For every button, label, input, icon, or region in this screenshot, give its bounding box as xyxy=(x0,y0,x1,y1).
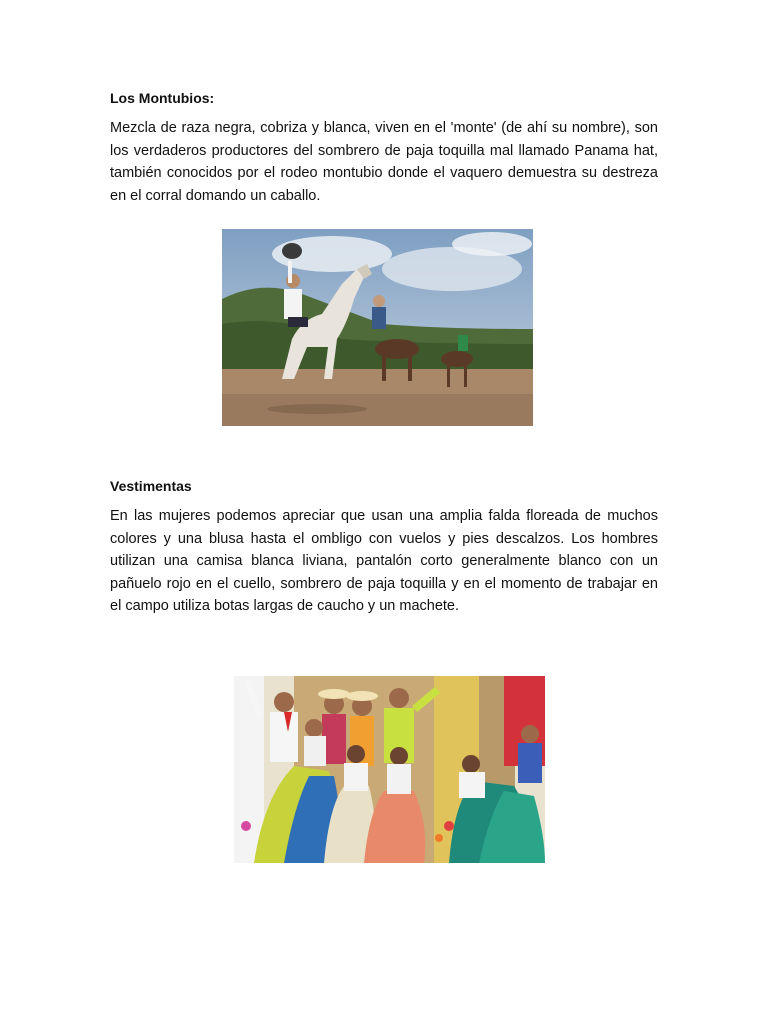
section-paragraph-vestimentas: En las mujeres podemos apreciar que usan una amplia falda floreada de muchos colores y una blusa hasta el ombligo con vuelos y pies descalzos. Los hombres utilizan una camisa blanca liviana, pantalón corto generalmente blanco con un pañuelo rojo en el cuello, sombrero de paja toquilla y en el momento de trabajar en el campo utiliza botas largas de caucho y un machete. xyxy=(110,508,658,614)
rodeo-photo-illustration xyxy=(222,229,533,426)
section-paragraph-montubios: Mezcla de raza negra, cobriza y blanca, viven en el 'monte' (de ahí su nombre), son los verdaderos productores del sombrero de paja toquilla mal llamado Panama hat, también conocidos por el rodeo montubio donde el vaquero demuestra su destreza en el corral domando un caballo. xyxy=(110,120,658,204)
section-heading-vestimentas: Vestimentas xyxy=(110,478,192,494)
rodeo-photo xyxy=(222,229,533,426)
traditional-dress-photo xyxy=(234,676,545,863)
section-heading-montubios: Los Montubios: xyxy=(110,90,215,106)
traditional-dress-illustration xyxy=(234,676,545,863)
